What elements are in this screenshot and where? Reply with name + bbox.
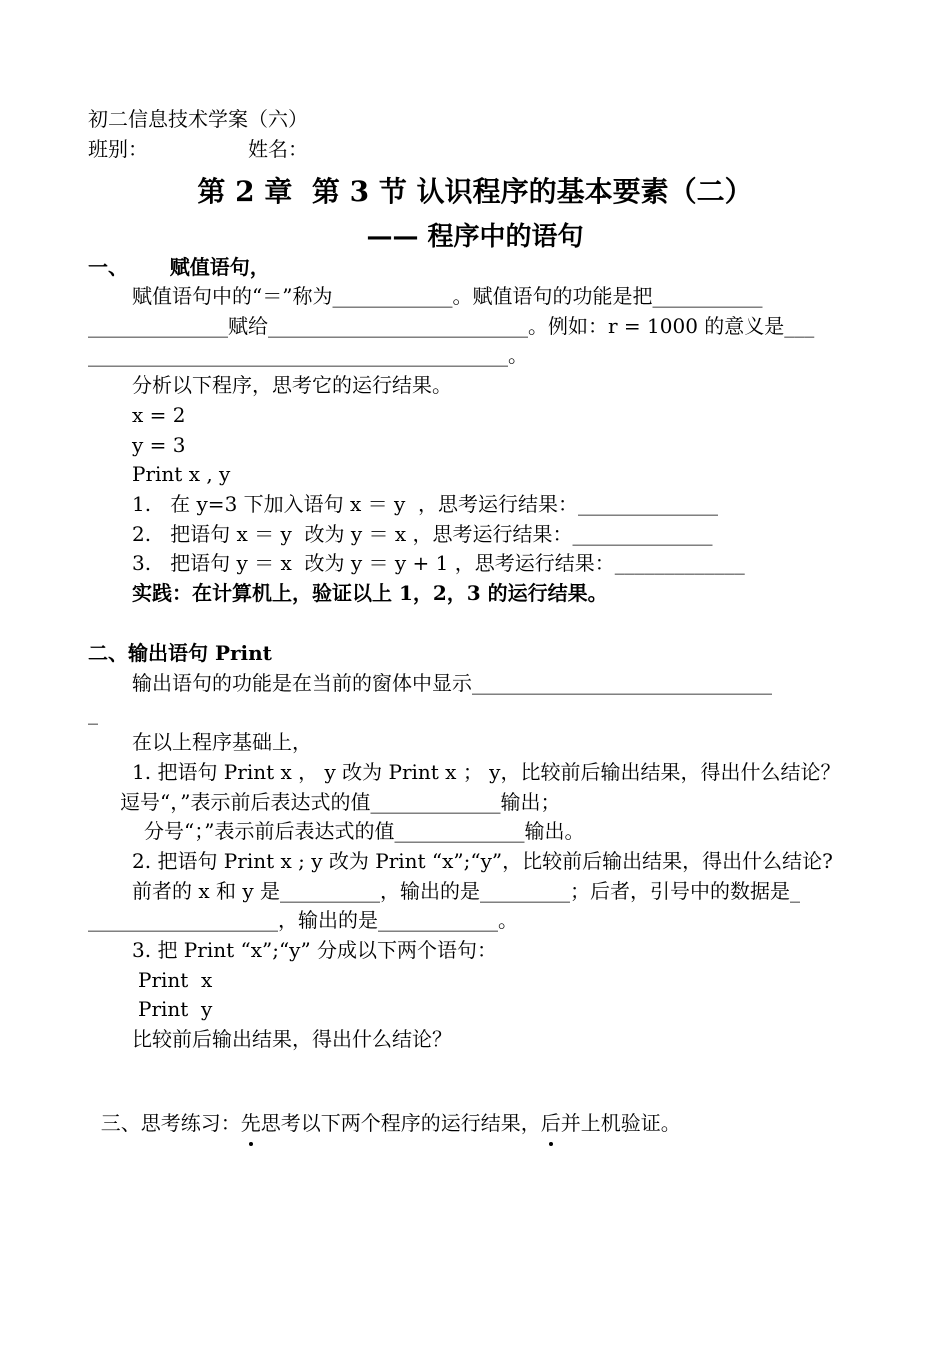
section2-intro: 在以上程序基础上， xyxy=(132,730,312,754)
section2-question-3: 3. 把 Print “x”;“y” 分成以下两个语句： xyxy=(132,938,498,962)
code-line: Print y xyxy=(138,997,213,1021)
section1-line2: ______________赋给__________________________。例如：r = 1000 的意义是___ xyxy=(88,314,815,338)
section1-heading: 一、 赋值语句， xyxy=(88,255,270,279)
semicolon-explanation: 分号“；”表示前后表达式的值_____________输出。 xyxy=(144,819,585,843)
section2-line1-cont: _ xyxy=(88,701,98,725)
question-3: 3. 把语句 y ＝ x 改为 y ＝ y + 1 ，思考运行结果：_____________ xyxy=(132,551,745,575)
section1-line3: __________________________________________。 xyxy=(88,343,528,367)
practice-note: 实践：在计算机上，验证以上 1，2，3 的运行结果。 xyxy=(132,581,608,605)
page-title: 第 2 章 第 3 节 认识程序的基本要素（二） xyxy=(197,175,753,208)
section2-heading: 二、输出语句 Print xyxy=(88,641,272,665)
comma-explanation: 逗号“，”表示前后表达式的值_____________输出； xyxy=(120,790,561,814)
name-label: 姓名： xyxy=(248,137,308,161)
question-1: 1. 在 y=3 下加入语句 x ＝ y ，思考运行结果：______________ xyxy=(132,492,719,516)
question-2: 2. 把语句 x ＝ y 改为 y ＝ x ，思考运行结果：______________ xyxy=(132,522,713,546)
emphasis-xian: 先 xyxy=(240,1111,261,1135)
section2-line1: 输出语句的功能是在当前的窗体中显示______________________________ xyxy=(132,671,772,695)
section2-question-1: 1. 把语句 Print x ， y 改为 Print x ； y，比较前后输出结果，得出什么结论？ xyxy=(132,760,841,784)
emphasis-hou: 后 xyxy=(540,1111,561,1135)
section2-answer-line2: ___________________，输出的是____________。 xyxy=(88,908,518,932)
code-line: Print x , y xyxy=(132,462,231,486)
page-subtitle: —— 程序中的语句 xyxy=(366,222,584,252)
class-label: 班别： xyxy=(88,137,148,161)
section3-suffix: 并上机验证。 xyxy=(560,1111,681,1135)
section2-question-2: 2. 把语句 Print x ; y 改为 Print “x”;“y”，比较前后输出结果，得出什么结论? xyxy=(132,849,833,873)
section3-prefix: 三、思考练习： xyxy=(100,1111,241,1135)
code-line: x = 2 xyxy=(132,403,186,427)
header-course: 初二信息技术学案（六） xyxy=(88,107,308,131)
section3-line xyxy=(88,1084,681,1136)
section2-answer-line1: 前者的 x 和 y 是__________，输出的是_________；后者，引号中的数据是_ xyxy=(132,879,801,903)
code-line: Print x xyxy=(138,968,213,992)
section3-mid: 思考以下两个程序的运行结果， xyxy=(260,1111,541,1135)
section1-line1: 赋值语句中的“＝”称为____________。赋值语句的功能是把___________ xyxy=(132,284,763,308)
code-line: y = 3 xyxy=(132,433,186,457)
section2-conclusion: 比较前后输出结果，得出什么结论？ xyxy=(132,1027,452,1051)
section1-intro: 分析以下程序，思考它的运行结果。 xyxy=(132,373,452,397)
